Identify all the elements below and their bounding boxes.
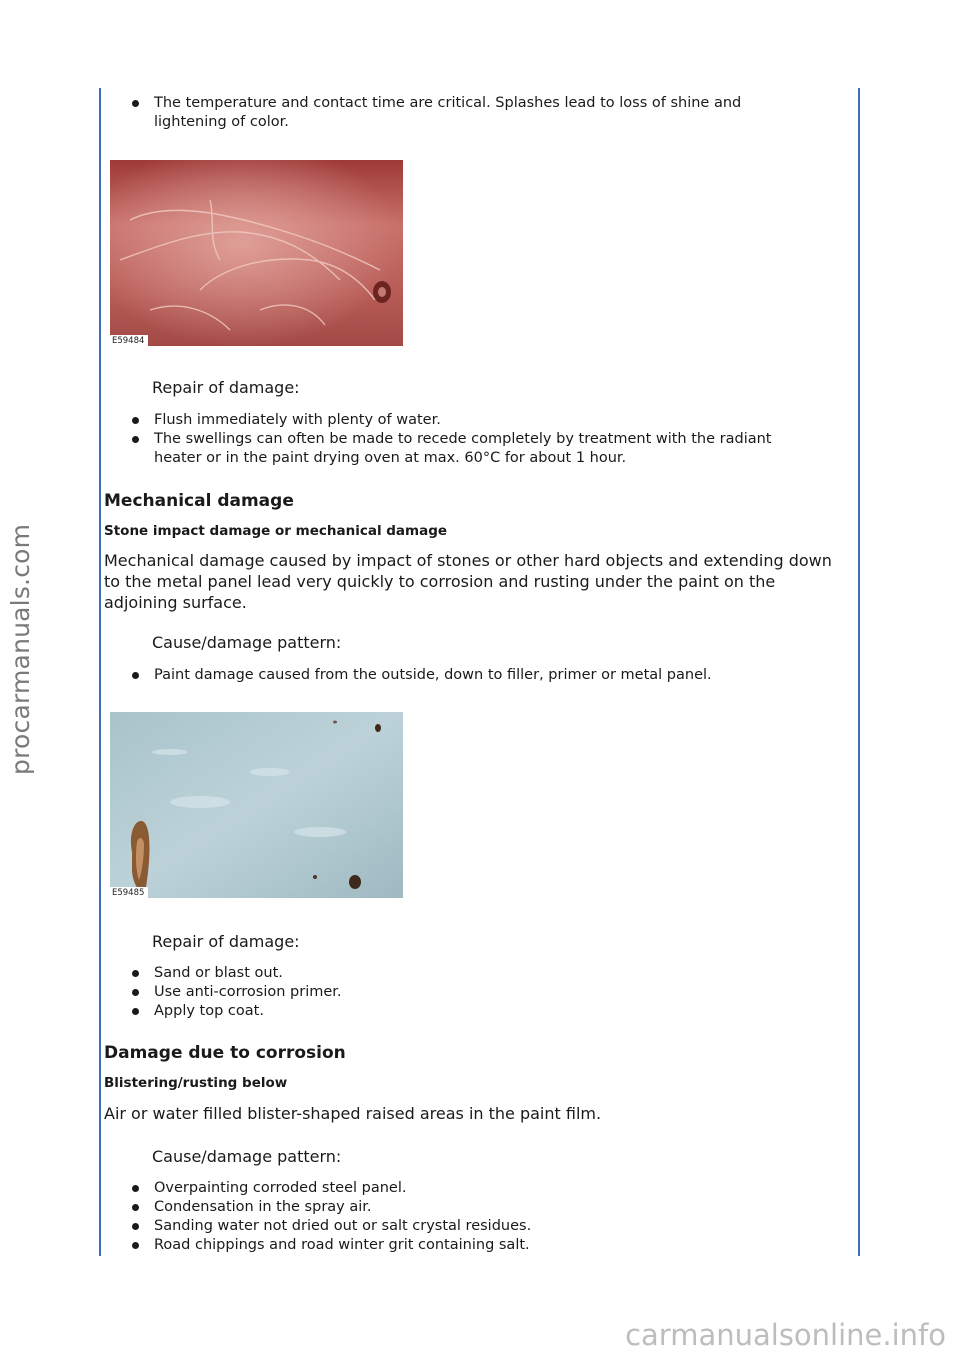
list-item: Apply top coat.: [130, 1002, 820, 1021]
list-item: Sanding water not dried out or salt crystal residues.: [130, 1217, 820, 1236]
bottom-watermark: carmanualsonline.info: [625, 1318, 946, 1352]
section-subheading: Stone impact damage or mechanical damage: [104, 523, 448, 539]
list-item: Use anti-corrosion primer.: [130, 983, 820, 1002]
list-item: Road chippings and road winter grit containing salt.: [130, 1236, 820, 1255]
figure-code: E59485: [110, 887, 148, 898]
list-item: Paint damage caused from the outside, down to filler, primer or metal panel.: [130, 666, 820, 685]
figure-e59484-photo: [110, 160, 403, 346]
left-border-rule: [99, 88, 101, 1256]
cause-bullet-list: [130, 666, 820, 685]
figure-e59485-photo: [110, 712, 403, 898]
figure-code: E59484: [110, 335, 148, 346]
cause-label: Cause/damage pattern:: [152, 633, 342, 652]
repair-label: Repair of damage:: [152, 932, 300, 951]
list-item: Overpainting corroded steel panel.: [130, 1179, 820, 1198]
list-item: Sand or blast out.: [130, 964, 820, 983]
section-paragraph: Mechanical damage caused by impact of stones or other hard objects and extending down to the metal panel lead very quickly to corrosion and rusting under the paint on the adjoining surface.: [104, 551, 832, 612]
side-watermark: procarmanuals.com: [6, 523, 35, 775]
right-border-rule: [858, 88, 860, 1256]
list-item: Flush immediately with plenty of water.: [130, 411, 820, 430]
section-paragraph: Air or water filled blister-shaped raised areas in the paint film.: [104, 1104, 602, 1123]
intro-bullet-list: [130, 94, 810, 132]
cause-bullet-list: [130, 1179, 820, 1255]
repair-bullet-list: [130, 964, 820, 1021]
list-item: Condensation in the spray air.: [130, 1198, 820, 1217]
section-subheading: Blistering/rusting below: [104, 1075, 288, 1091]
list-item: The temperature and contact time are critical. Splashes lead to loss of shine and lightening of color.: [130, 94, 810, 132]
section-heading: Damage due to corrosion: [104, 1043, 346, 1063]
repair-bullet-list: [130, 411, 820, 468]
section-heading: Mechanical damage: [104, 491, 294, 511]
repair-label: Repair of damage:: [152, 378, 300, 397]
list-item: The swellings can often be made to recede completely by treatment with the radiant heater or in the paint drying oven at max. 60°C for about 1 hour.: [130, 430, 820, 468]
cause-label: Cause/damage pattern:: [152, 1147, 342, 1166]
